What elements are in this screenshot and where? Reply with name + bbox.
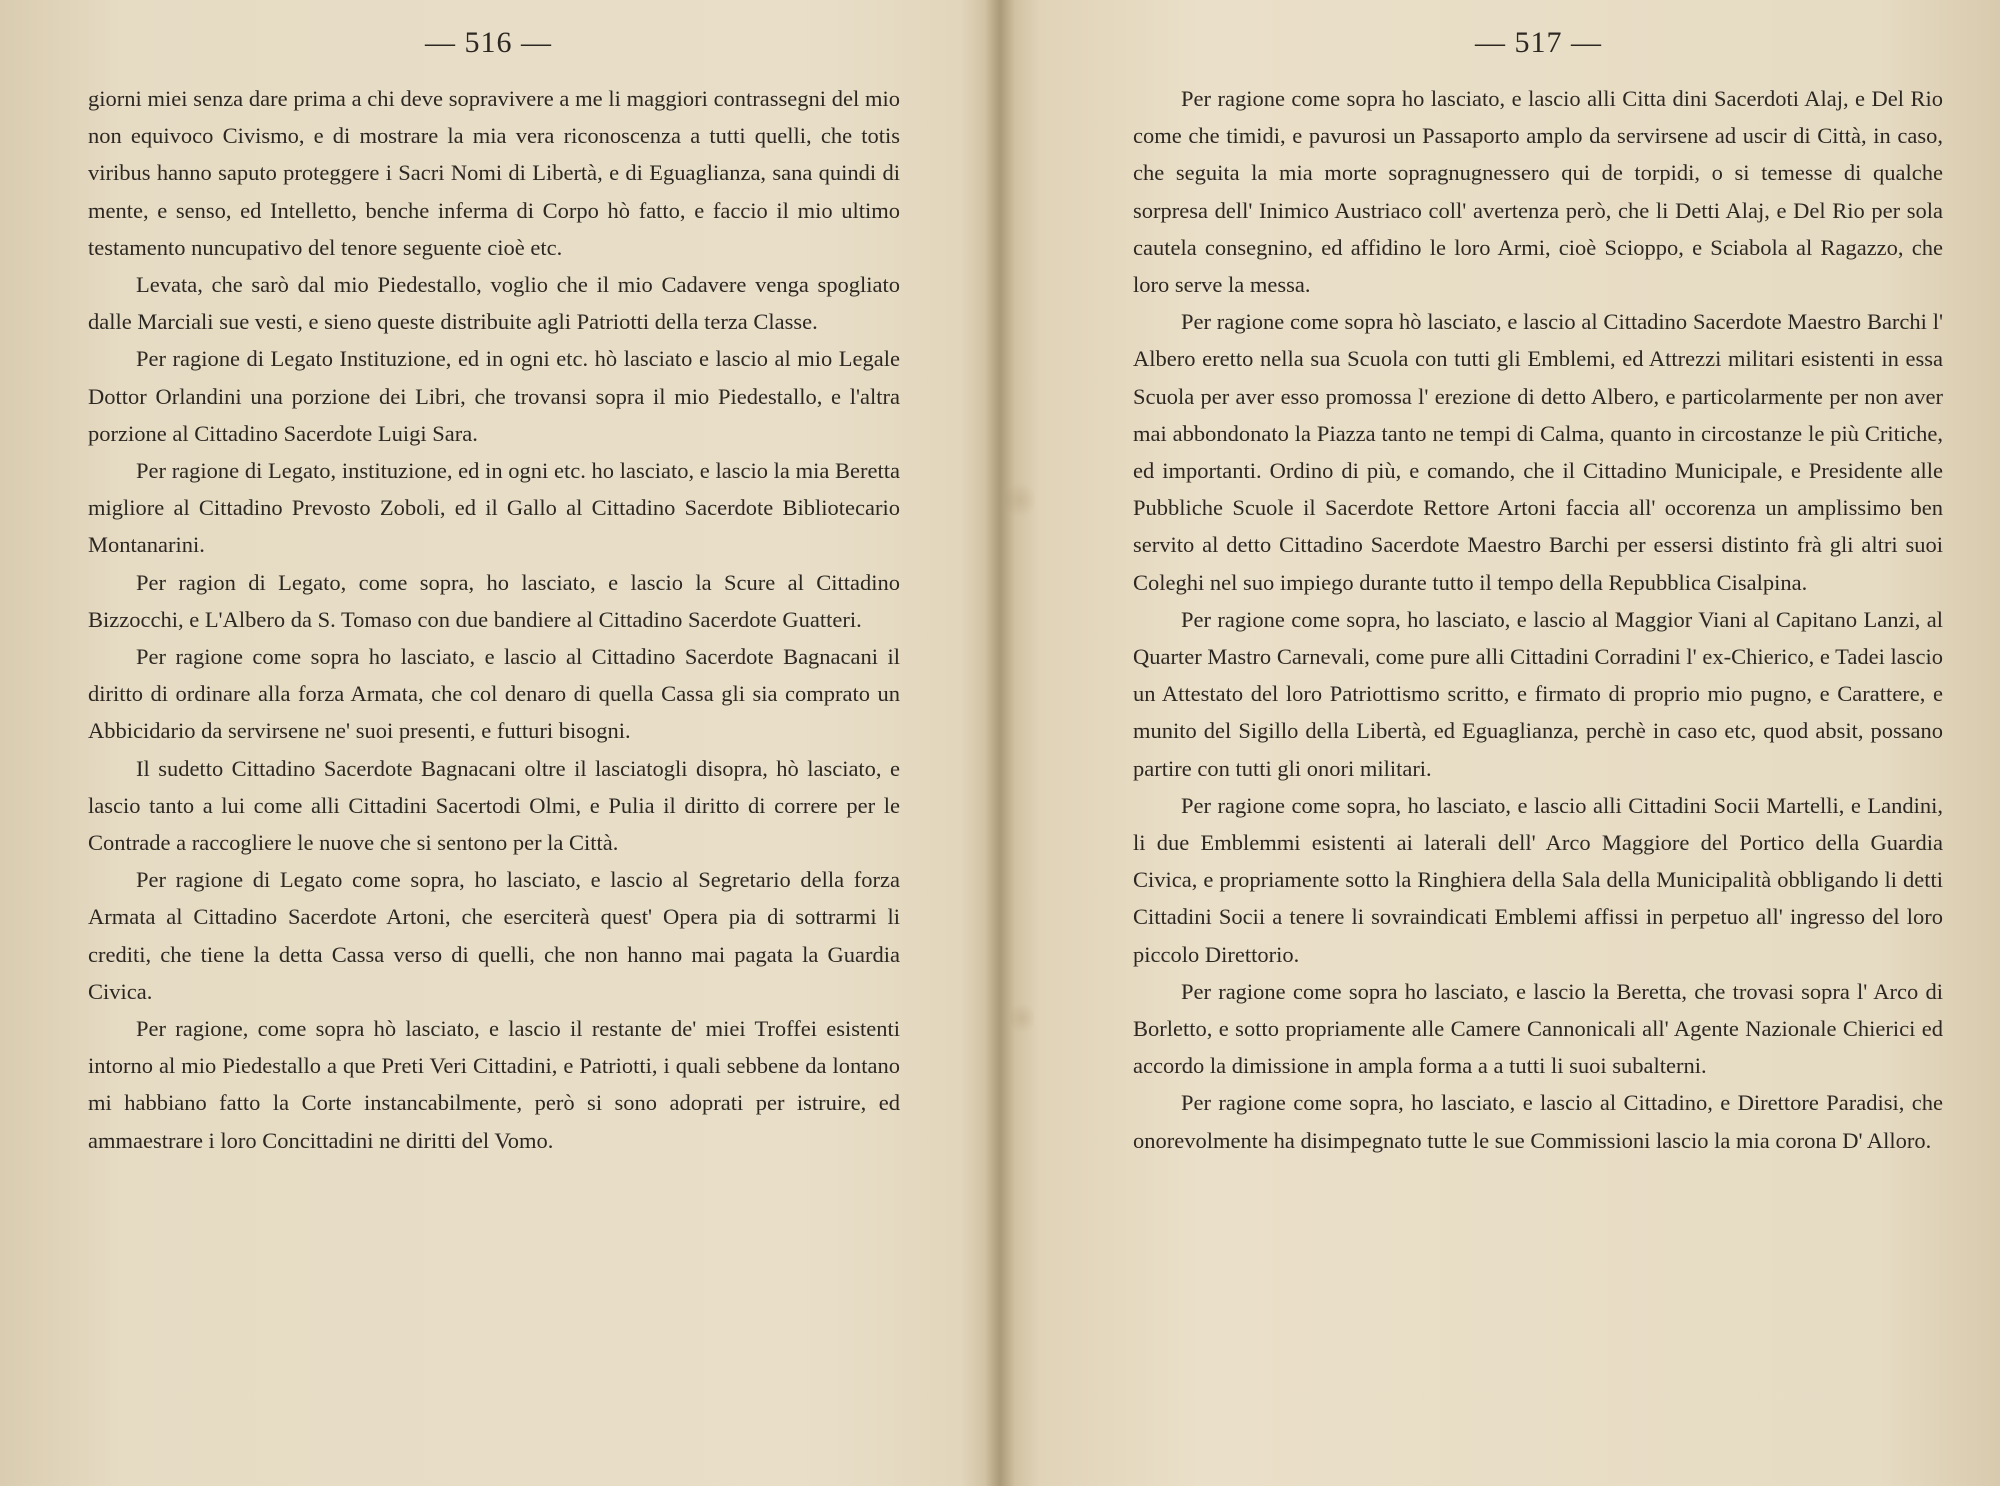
paragraph: Per ragione di Legato Instituzione, ed in ogni etc. hò lasciato e lascio al mio Legale Dottor Orlandini una porzione dei Libri, che trovansi sopra il mio Piedestallo, e l'altra porzione al Cittadino Sacerdote Luigi Sara. xyxy=(88,346,900,446)
paragraph: Per ragione, come sopra hò lasciato, e lascio il restante de' miei Troffei esistenti intorno al mio Piedestallo a que Preti Veri Cittadini, e Patriotti, i quali sebbene da lontano mi habbiano fatto la Corte instancabilmente, però si sono adoprati per istruire, ed ammaestrare i loro Concittadini ne diritti del Vomo. xyxy=(88,1016,900,1153)
page-number: — 516 — xyxy=(425,26,552,59)
page-text xyxy=(88,80,900,1159)
page-number: — 517 — xyxy=(1475,26,1602,59)
paragraph: Per ragione come sopra, ho lasciato, e lascio alli Cittadini Socii Martelli, e Landini, li due Emblemmi esistenti ai laterali dell' Arco Maggiore del Portico della Guardia Civica, e propriamente sotto la Ringhiera della Sala della Municipalità obbligando li detti Cittadini Socii a tenere li sovraindicati Emblemi affissi in perpetuo all' ingresso del loro piccolo Direttorio. xyxy=(1133,792,1943,967)
paragraph: Per ragione come sopra, ho lasciato, e lascio al Maggior Viani al Capitano Lanzi, al Quarter Mastro Carnevali, come pure alli Cittadini Corradini l' ex-Chierico, e Tadei lascio un Attestato del loro Patriottismo scritto, e firmato di proprio mio pugno, e Carattere, e munito del Sigillo della Libertà, ed Eguaglianza, perchè in caso etc, quod absit, possano partire con tutti gli onori militari. xyxy=(1133,606,1943,781)
page-text xyxy=(1133,80,1943,1159)
paragraph: giorni miei senza dare prima a chi deve sopravivere a me li maggiori contrassegni del mio non equivoco Civismo, e di mostrare la mia vera riconoscenza a tutti quelli, che totis viribus hanno saputo proteggere i Sacri Nomi di Libertà, e di Eguaglianza, sana quindi di mente, e senso, ed Intelletto, benche inferma di Corpo hò fatto, e faccio il mio ultimo testamento nuncupativo del tenore seguente cioè etc. xyxy=(88,86,900,260)
right-page xyxy=(1000,0,2000,1486)
paragraph: Per ragion di Legato, come sopra, ho lasciato, e lascio la Scure al Cittadino Bizzocchi, e L'Albero da S. Tomaso con due bandiere al Cittadino Sacerdote Guatteri. xyxy=(88,569,900,632)
paragraph: Per ragione come sopra ho lasciato, e lascio al Cittadino Sacerdote Bagnacani il diritto di ordinare alla forza Armata, che col denaro di quella Cassa gli sia comprato un Abbicidario da servirsene ne' suoi presenti, e futturi bisogni. xyxy=(88,644,900,744)
paragraph: Per ragione come sopra hò lasciato, e lascio al Cittadino Sacerdote Maestro Barchi l' Albero eretto nella sua Scuola con tutti gli Emblemi, ed Attrezzi militari esistenti in essa Scuola per aver esso promossa l' erezione di detto Albero, e particolarmente per non aver mai abbondonato la Piazza tanto ne tempi di Calma, quanto in circostanze le più Critiche, ed importanti. Ordino di più, e comando, che il Cittadino Municipale, e Presidente alle Pubbliche Scuole il Sacerdote Rettore Artoni faccia all' occorenza un amplissimo ben servito al detto Cittadino Sacerdote Maestro Barchi per essersi distinto frà gli altri suoi Coleghi nel suo impiego durante tutto il tempo della Repubblica Cisalpina. xyxy=(1133,309,1943,595)
paragraph: Il sudetto Cittadino Sacerdote Bagnacani oltre il lasciatogli disopra, hò lasciato, e lascio tanto a lui come alli Cittadini Sacertodi Olmi, e Pulia il diritto di correre per le Contrade a raccogliere le nuove che si sentono per la Città. xyxy=(88,755,900,856)
paragraph: Per ragione come sopra ho lasciato, e lascio la Beretta, che trovasi sopra l' Arco di Borletto, e sotto propriamente alle Camere Cannonicali all' Agente Nazionale Chierici ed accordo la dimissione in ampla forma a a tutti li suoi subalterni. xyxy=(1133,978,1943,1079)
paragraph: Per ragione come sopra ho lasciato, e lascio alli Citta dini Sacerdoti Alaj, e Del Rio come che timidi, e pavurosi un Passaporto amplo da servirsene ad uscir di Città, in caso, che seguita la mia morte sopragnugnessero qui de torpidi, o si temesse di qualche sorpresa dell' Inimico Austriaco coll' avertenza però, che li Detti Alaj, e Del Rio per sola cautela consegnino, ed affidino le loro Armi, cioè Scioppo, e Sciabola al Ragazzo, che loro serve la messa. xyxy=(1133,86,1943,298)
paragraph: Per ragione di Legato, instituzione, ed in ogni etc. ho lasciato, e lascio la mia Beretta migliore al Cittadino Prevosto Zoboli, ed il Gallo al Cittadino Sacerdote Bibliotecario Montanarini. xyxy=(88,458,900,558)
paragraph: Levata, che sarò dal mio Piedestallo, voglio che il mio Cadavere venga spogliato dalle Marciali sue vesti, e sieno queste distribuite agli Patriotti della terza Classe. xyxy=(88,272,900,335)
paragraph: Per ragione di Legato come sopra, ho lasciato, e lascio al Segretario della forza Armata al Cittadino Sacerdote Artoni, che eserciterà quest' Opera pia di sottrarmi li crediti, che tiene la detta Cassa verso di quelli, che non hanno mai pagata la Guardia Civica. xyxy=(88,867,900,1004)
paragraph: Per ragione come sopra, ho lasciato, e lascio al Cittadino, e Direttore Paradisi, che onorevolmente ha disimpegnato tutte le sue Commissioni lascio la mia corona D' Alloro. xyxy=(1133,1090,1943,1153)
